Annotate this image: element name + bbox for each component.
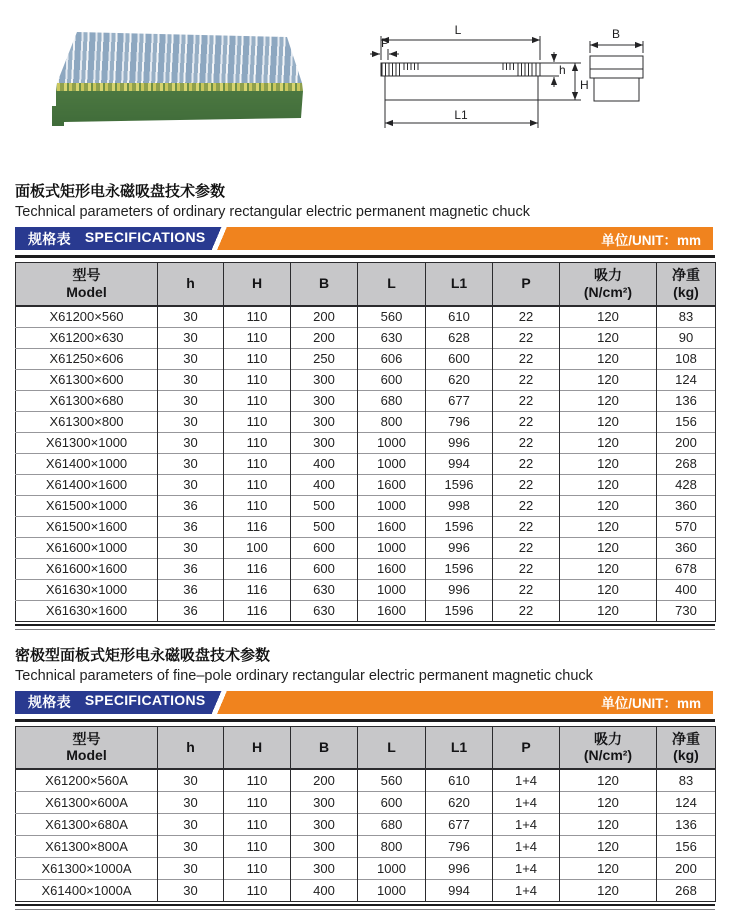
table-cell: 360 bbox=[657, 495, 716, 516]
table-row bbox=[16, 432, 716, 453]
table-header-cell: P bbox=[493, 263, 560, 306]
table-cell: X61630×1000 bbox=[16, 579, 158, 600]
table-cell: 500 bbox=[291, 516, 358, 537]
table-cell: 120 bbox=[560, 495, 657, 516]
table-cell: 300 bbox=[291, 858, 358, 880]
table-cell: 83 bbox=[657, 769, 716, 792]
table-cell: 22 bbox=[493, 432, 560, 453]
dimension-label-P: P bbox=[380, 36, 390, 50]
section-title-en: Technical parameters of ordinary rectangular electric permanent magnetic chuck bbox=[15, 204, 530, 220]
table-row bbox=[16, 453, 716, 474]
table-row bbox=[16, 327, 716, 348]
table-cell: 620 bbox=[426, 792, 493, 814]
table-cell: 996 bbox=[426, 858, 493, 880]
table-cell: 120 bbox=[560, 390, 657, 411]
table-cell: 1000 bbox=[358, 432, 426, 453]
table-cell: 300 bbox=[291, 390, 358, 411]
table-cell: 120 bbox=[560, 411, 657, 432]
table-header-cell: L1 bbox=[426, 726, 493, 769]
table-row bbox=[16, 495, 716, 516]
table-header-cell: 净重 (kg) bbox=[657, 726, 716, 769]
table-row bbox=[16, 474, 716, 495]
table-row bbox=[16, 769, 716, 792]
end-view-body bbox=[594, 78, 639, 101]
dim-B-extension bbox=[590, 41, 643, 53]
table-cell: 120 bbox=[560, 858, 657, 880]
table-cell: 300 bbox=[291, 411, 358, 432]
table-cell: 796 bbox=[426, 411, 493, 432]
table-cell: 300 bbox=[291, 814, 358, 836]
section-title-zh: 面板式矩形电永磁吸盘技术参数 bbox=[15, 183, 226, 200]
table-cell: 110 bbox=[224, 880, 291, 902]
table-cell: 36 bbox=[158, 600, 224, 621]
table-cell: 300 bbox=[291, 369, 358, 390]
table-cell: 1+4 bbox=[493, 792, 560, 814]
table-cell: 116 bbox=[224, 600, 291, 621]
section-title-en: Technical parameters of fine–pole ordinary rectangular electric permanent magnetic chuck bbox=[15, 667, 593, 684]
spec-table-body bbox=[16, 769, 716, 902]
table-cell: 120 bbox=[560, 600, 657, 621]
table-cell: 200 bbox=[291, 306, 358, 328]
table-cell: 120 bbox=[560, 453, 657, 474]
side-view-top-plate bbox=[381, 63, 540, 76]
table-header-row bbox=[16, 263, 716, 306]
table-cell: 120 bbox=[560, 537, 657, 558]
table-cell: 560 bbox=[358, 769, 426, 792]
table-cell: 110 bbox=[224, 306, 291, 328]
table-cell: 300 bbox=[291, 792, 358, 814]
table-cell: 30 bbox=[158, 327, 224, 348]
table-header-cell: L1 bbox=[426, 263, 493, 306]
table-cell: 200 bbox=[291, 769, 358, 792]
table-cell: X61500×1600 bbox=[16, 516, 158, 537]
table-cell: 730 bbox=[657, 600, 716, 621]
table-cell: 22 bbox=[493, 327, 560, 348]
table-cell: 120 bbox=[560, 558, 657, 579]
table-cell: 677 bbox=[426, 814, 493, 836]
table-header-cell: h bbox=[158, 263, 224, 306]
spec-table-head bbox=[16, 726, 716, 769]
table-cell: 994 bbox=[426, 453, 493, 474]
table-cell: 120 bbox=[560, 327, 657, 348]
table-cell: 120 bbox=[560, 792, 657, 814]
table-cell: 628 bbox=[426, 327, 493, 348]
table-cell: 120 bbox=[560, 474, 657, 495]
table-cell: X61600×1600 bbox=[16, 558, 158, 579]
table-cell: 156 bbox=[657, 836, 716, 858]
table-cell: 560 bbox=[358, 306, 426, 328]
spec-bar-title bbox=[15, 692, 206, 712]
table-cell: 630 bbox=[291, 579, 358, 600]
table-cell: 300 bbox=[291, 432, 358, 453]
table-cell: X61300×1000 bbox=[16, 432, 158, 453]
dim-P-extension bbox=[381, 49, 388, 60]
table-cell: 1596 bbox=[426, 516, 493, 537]
table-cell: 1600 bbox=[358, 600, 426, 621]
table-cell: 400 bbox=[657, 579, 716, 600]
table-cell: 30 bbox=[158, 814, 224, 836]
table-cell: 110 bbox=[224, 495, 291, 516]
spec-bar bbox=[15, 691, 713, 714]
table-bottom-rule bbox=[15, 624, 715, 630]
table-cell: 1000 bbox=[358, 537, 426, 558]
table-cell: 200 bbox=[657, 858, 716, 880]
table-cell: 996 bbox=[426, 537, 493, 558]
spec-bar bbox=[15, 227, 713, 250]
table-cell: 30 bbox=[158, 369, 224, 390]
table-cell: 124 bbox=[657, 792, 716, 814]
unit-label: 单位/UNIT：mm bbox=[601, 696, 701, 712]
table-bottom-rule bbox=[15, 904, 715, 910]
product-photo bbox=[48, 26, 310, 128]
table-cell: 120 bbox=[560, 348, 657, 369]
table-cell: X61400×1000A bbox=[16, 880, 158, 902]
end-view-top-plate bbox=[590, 56, 643, 78]
table-cell: 268 bbox=[657, 880, 716, 902]
spec-table-body bbox=[16, 306, 716, 622]
table-cell: X61300×600 bbox=[16, 369, 158, 390]
table-cell: 116 bbox=[224, 516, 291, 537]
table-cell: 600 bbox=[291, 558, 358, 579]
table-cell: 400 bbox=[291, 474, 358, 495]
table-header-cell: B bbox=[291, 726, 358, 769]
table-cell: 30 bbox=[158, 858, 224, 880]
table-cell: 22 bbox=[493, 453, 560, 474]
spec-bar-title-en: SPECIFICATIONS bbox=[84, 692, 206, 709]
table-cell: 30 bbox=[158, 432, 224, 453]
spec-bar-title-en: SPECIFICATIONS bbox=[84, 228, 206, 245]
table-cell: 606 bbox=[358, 348, 426, 369]
table-cell: 22 bbox=[493, 558, 560, 579]
table-cell: 116 bbox=[224, 558, 291, 579]
dimension-label-B: B bbox=[611, 27, 621, 41]
table-cell: 120 bbox=[560, 369, 657, 390]
table-cell: 120 bbox=[560, 579, 657, 600]
table-header-cell: P bbox=[493, 726, 560, 769]
table-cell: 110 bbox=[224, 432, 291, 453]
table-row bbox=[16, 579, 716, 600]
table-cell: 610 bbox=[426, 306, 493, 328]
table-cell: 796 bbox=[426, 836, 493, 858]
table-cell: 1000 bbox=[358, 453, 426, 474]
table-cell: 30 bbox=[158, 792, 224, 814]
section-ordinary-chuck bbox=[0, 180, 730, 630]
table-cell: 30 bbox=[158, 390, 224, 411]
table-cell: 1600 bbox=[358, 474, 426, 495]
table-header-row bbox=[16, 726, 716, 769]
table-cell: 120 bbox=[560, 836, 657, 858]
table-row bbox=[16, 880, 716, 902]
table-cell: 400 bbox=[291, 880, 358, 902]
table-cell: 200 bbox=[657, 432, 716, 453]
dimension-label-L: L bbox=[454, 23, 462, 37]
table-cell: 1+4 bbox=[493, 858, 560, 880]
table-cell: 36 bbox=[158, 516, 224, 537]
table-cell: 30 bbox=[158, 453, 224, 474]
table-cell: 570 bbox=[657, 516, 716, 537]
table-cell: 22 bbox=[493, 369, 560, 390]
table-cell: 22 bbox=[493, 390, 560, 411]
table-cell: X61200×560A bbox=[16, 769, 158, 792]
table-cell: 250 bbox=[291, 348, 358, 369]
table-cell: 30 bbox=[158, 411, 224, 432]
table-cell: 400 bbox=[291, 453, 358, 474]
table-cell: 22 bbox=[493, 537, 560, 558]
table-cell: 1+4 bbox=[493, 880, 560, 902]
table-cell: 110 bbox=[224, 792, 291, 814]
table-header-cell: 型号 Model bbox=[16, 726, 158, 769]
table-cell: 1596 bbox=[426, 600, 493, 621]
table-cell: 1000 bbox=[358, 579, 426, 600]
table-cell: 996 bbox=[426, 579, 493, 600]
hero-section bbox=[0, 0, 730, 170]
table-cell: X61200×630 bbox=[16, 327, 158, 348]
table-row bbox=[16, 516, 716, 537]
table-cell: X61300×680A bbox=[16, 814, 158, 836]
technical-drawing bbox=[368, 16, 724, 155]
table-cell: 1600 bbox=[358, 558, 426, 579]
table-cell: X61300×600A bbox=[16, 792, 158, 814]
table-top-rule bbox=[15, 719, 715, 722]
table-row bbox=[16, 814, 716, 836]
table-cell: 680 bbox=[358, 390, 426, 411]
table-cell: X61400×1600 bbox=[16, 474, 158, 495]
table-cell: 30 bbox=[158, 769, 224, 792]
unit-label: 单位/UNIT：mm bbox=[601, 232, 701, 248]
table-cell: 100 bbox=[224, 537, 291, 558]
table-cell: 110 bbox=[224, 348, 291, 369]
table-cell: 22 bbox=[493, 411, 560, 432]
table-row bbox=[16, 411, 716, 432]
table-cell: X61600×1000 bbox=[16, 537, 158, 558]
table-cell: 22 bbox=[493, 495, 560, 516]
table-cell: 600 bbox=[358, 792, 426, 814]
table-cell: X61630×1600 bbox=[16, 600, 158, 621]
table-cell: 136 bbox=[657, 390, 716, 411]
table-cell: 1600 bbox=[358, 516, 426, 537]
table-cell: 1596 bbox=[426, 474, 493, 495]
table-cell: 610 bbox=[426, 769, 493, 792]
table-cell: 1000 bbox=[358, 858, 426, 880]
spec-bar-title-zh: 规格表 bbox=[28, 230, 71, 247]
pole-lines-right bbox=[503, 63, 536, 76]
table-cell: 678 bbox=[657, 558, 716, 579]
table-cell: 110 bbox=[224, 390, 291, 411]
table-cell: 110 bbox=[224, 327, 291, 348]
table-cell: X61200×560 bbox=[16, 306, 158, 328]
dimension-label-h: h bbox=[559, 63, 566, 77]
table-cell: 110 bbox=[224, 836, 291, 858]
table-cell: 600 bbox=[358, 369, 426, 390]
table-cell: 22 bbox=[493, 306, 560, 328]
table-cell: 110 bbox=[224, 453, 291, 474]
table-cell: 998 bbox=[426, 495, 493, 516]
table-header-cell: H bbox=[224, 726, 291, 769]
table-header-cell: 净重 (kg) bbox=[657, 263, 716, 306]
table-cell: 120 bbox=[560, 769, 657, 792]
table-cell: X61400×1000 bbox=[16, 453, 158, 474]
table-cell: 22 bbox=[493, 474, 560, 495]
table-row bbox=[16, 836, 716, 858]
spec-bar-title-zh: 规格表 bbox=[28, 694, 71, 711]
table-header-cell: L bbox=[358, 726, 426, 769]
table-cell: 110 bbox=[224, 769, 291, 792]
dimension-label-H: H bbox=[580, 78, 589, 92]
table-row bbox=[16, 558, 716, 579]
table-cell: 116 bbox=[224, 579, 291, 600]
table-cell: 36 bbox=[158, 495, 224, 516]
table-cell: 136 bbox=[657, 814, 716, 836]
table-cell: 996 bbox=[426, 432, 493, 453]
table-cell: 30 bbox=[158, 537, 224, 558]
table-cell: 110 bbox=[224, 858, 291, 880]
table-header-cell: 吸力 (N/cm²) bbox=[560, 263, 657, 306]
table-cell: 680 bbox=[358, 814, 426, 836]
table-cell: X61300×800A bbox=[16, 836, 158, 858]
table-cell: 120 bbox=[560, 516, 657, 537]
table-row bbox=[16, 792, 716, 814]
table-cell: 120 bbox=[560, 880, 657, 902]
table-cell: 36 bbox=[158, 558, 224, 579]
table-cell: 124 bbox=[657, 369, 716, 390]
table-cell: 200 bbox=[291, 327, 358, 348]
table-header-cell: L bbox=[358, 263, 426, 306]
table-cell: X61300×680 bbox=[16, 390, 158, 411]
table-row bbox=[16, 858, 716, 880]
spec-table-ordinary bbox=[15, 262, 716, 622]
table-header-cell: H bbox=[224, 263, 291, 306]
section-title-zh: 密极型面板式矩形电永磁吸盘技术参数 bbox=[15, 646, 271, 664]
table-cell: 500 bbox=[291, 495, 358, 516]
table-cell: 83 bbox=[657, 306, 716, 328]
table-header-cell: 吸力 (N/cm²) bbox=[560, 726, 657, 769]
table-cell: 1+4 bbox=[493, 836, 560, 858]
table-cell: 30 bbox=[158, 836, 224, 858]
table-cell: X61250×606 bbox=[16, 348, 158, 369]
pole-lines-left bbox=[382, 63, 418, 76]
table-row bbox=[16, 369, 716, 390]
table-cell: 630 bbox=[291, 600, 358, 621]
table-cell: 110 bbox=[224, 369, 291, 390]
table-row bbox=[16, 348, 716, 369]
table-cell: 110 bbox=[224, 474, 291, 495]
table-cell: 36 bbox=[158, 579, 224, 600]
side-view-body bbox=[385, 76, 538, 100]
table-cell: 156 bbox=[657, 411, 716, 432]
table-cell: 30 bbox=[158, 306, 224, 328]
table-cell: 1000 bbox=[358, 495, 426, 516]
table-cell: 30 bbox=[158, 348, 224, 369]
table-cell: 1+4 bbox=[493, 814, 560, 836]
table-cell: 620 bbox=[426, 369, 493, 390]
section-fine-pole-chuck bbox=[0, 644, 730, 910]
table-cell: 600 bbox=[291, 537, 358, 558]
table-row bbox=[16, 537, 716, 558]
table-cell: 360 bbox=[657, 537, 716, 558]
spec-table-head bbox=[16, 263, 716, 306]
table-cell: X61300×1000A bbox=[16, 858, 158, 880]
table-cell: 22 bbox=[493, 579, 560, 600]
table-cell: 630 bbox=[358, 327, 426, 348]
table-cell: 22 bbox=[493, 600, 560, 621]
table-row bbox=[16, 600, 716, 621]
table-cell: X61500×1000 bbox=[16, 495, 158, 516]
table-top-rule bbox=[15, 255, 715, 258]
table-row bbox=[16, 306, 716, 328]
table-row bbox=[16, 390, 716, 411]
table-cell: 120 bbox=[560, 814, 657, 836]
table-header-cell: B bbox=[291, 263, 358, 306]
table-cell: 30 bbox=[158, 880, 224, 902]
table-header-cell: h bbox=[158, 726, 224, 769]
table-cell: 300 bbox=[291, 836, 358, 858]
table-cell: 120 bbox=[560, 306, 657, 328]
dimension-label-L1: L1 bbox=[454, 108, 468, 122]
table-cell: 268 bbox=[657, 453, 716, 474]
table-cell: 677 bbox=[426, 390, 493, 411]
table-cell: X61300×800 bbox=[16, 411, 158, 432]
table-cell: 600 bbox=[426, 348, 493, 369]
table-cell: 22 bbox=[493, 516, 560, 537]
spec-bar-title bbox=[15, 229, 206, 249]
table-cell: 30 bbox=[158, 474, 224, 495]
table-cell: 90 bbox=[657, 327, 716, 348]
table-cell: 1000 bbox=[358, 880, 426, 902]
table-cell: 108 bbox=[657, 348, 716, 369]
table-cell: 800 bbox=[358, 836, 426, 858]
table-header-cell: 型号 Model bbox=[16, 263, 158, 306]
table-cell: 1596 bbox=[426, 558, 493, 579]
table-cell: 1+4 bbox=[493, 769, 560, 792]
table-cell: 110 bbox=[224, 814, 291, 836]
table-cell: 800 bbox=[358, 411, 426, 432]
table-cell: 428 bbox=[657, 474, 716, 495]
table-cell: 994 bbox=[426, 880, 493, 902]
table-cell: 110 bbox=[224, 411, 291, 432]
table-cell: 120 bbox=[560, 432, 657, 453]
table-cell: 22 bbox=[493, 348, 560, 369]
spec-table-fine-pole bbox=[15, 726, 716, 903]
